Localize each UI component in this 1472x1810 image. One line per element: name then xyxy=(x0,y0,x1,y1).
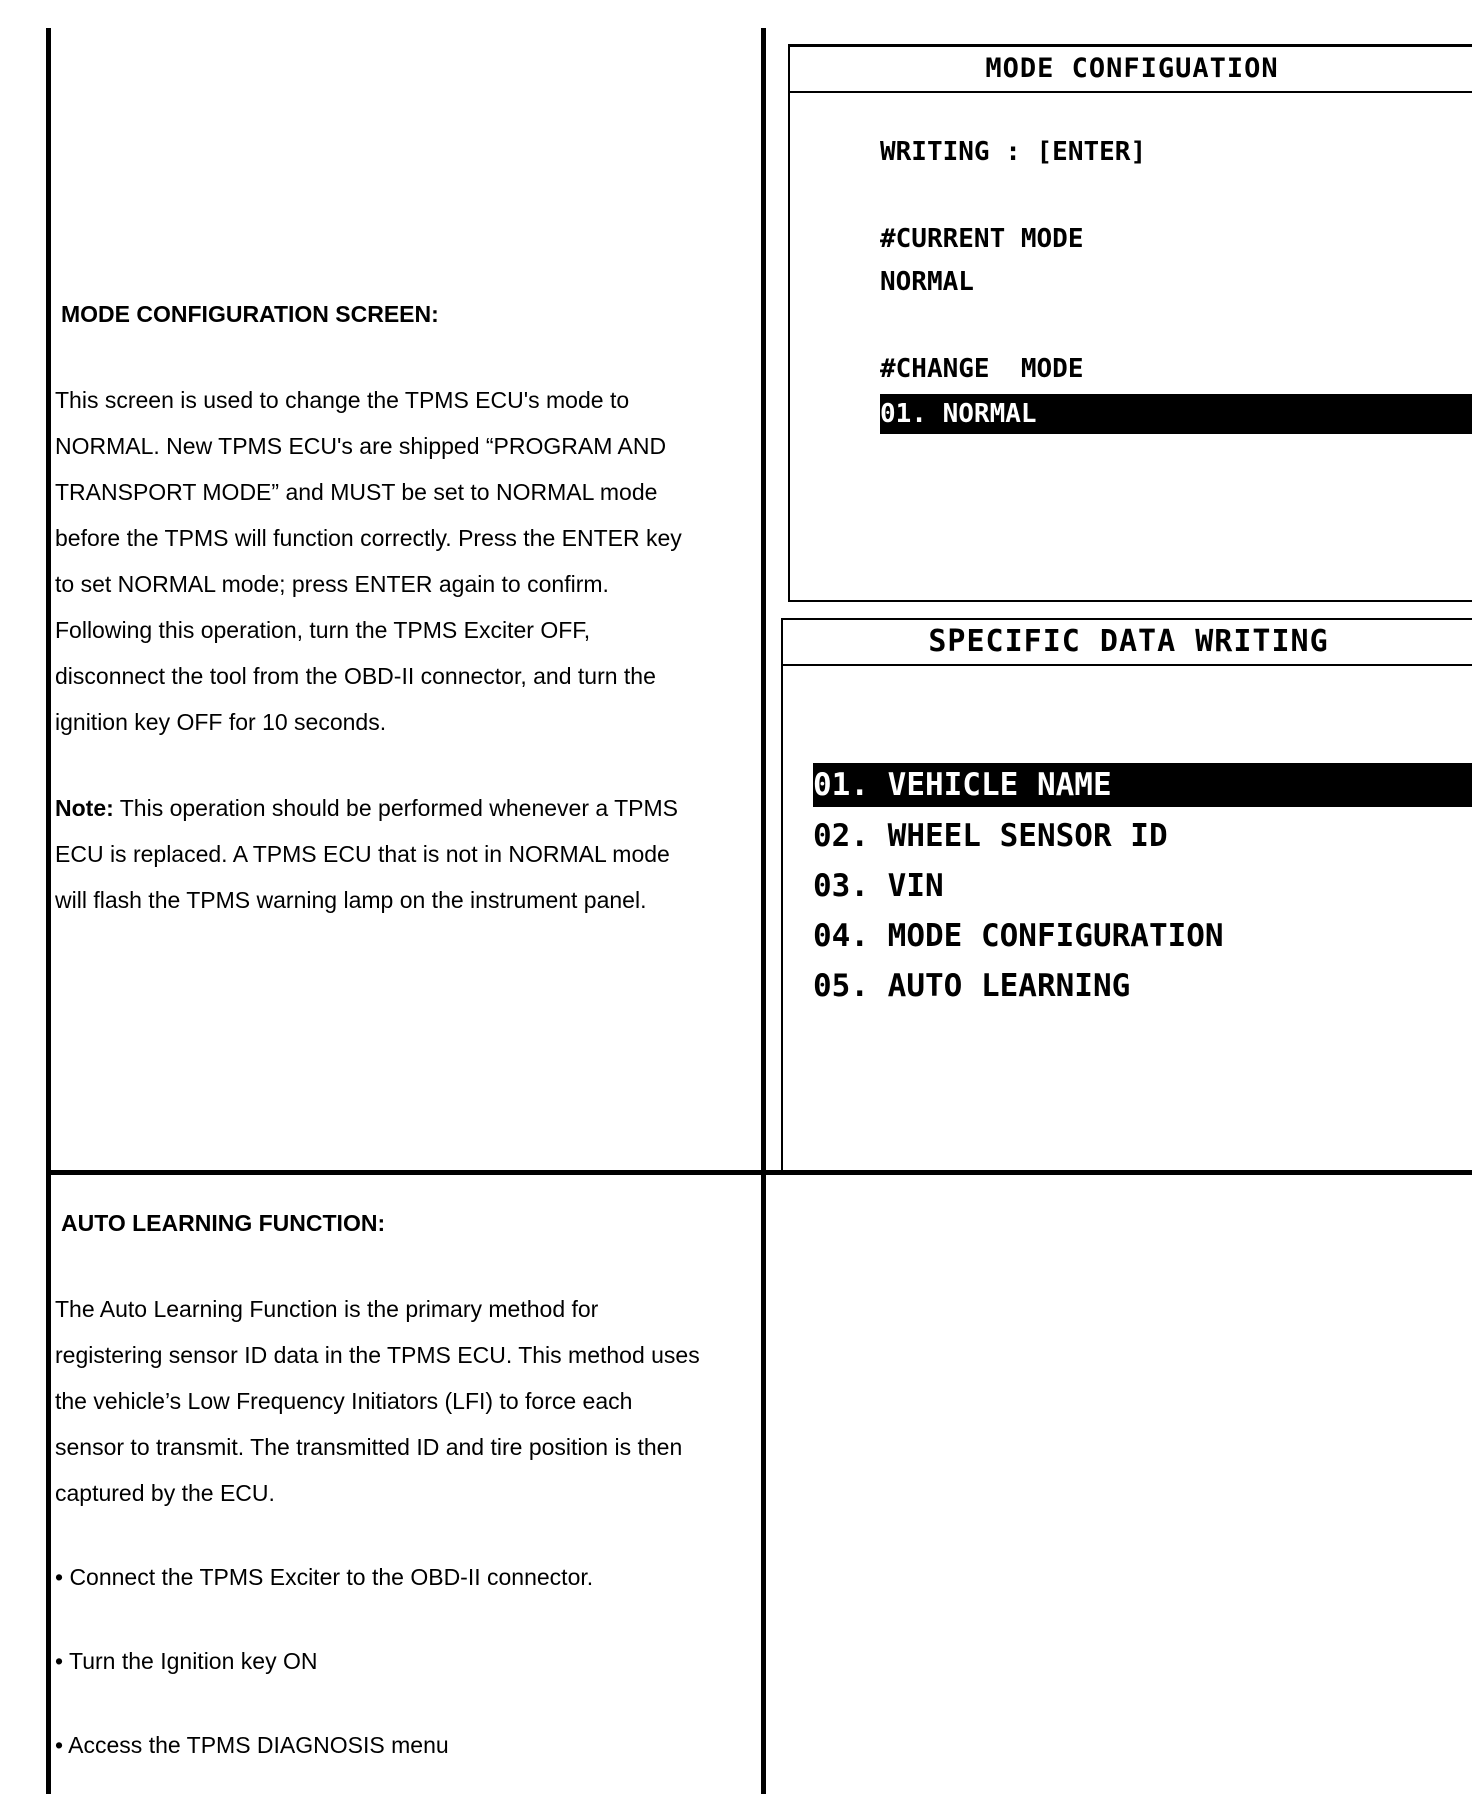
bullet-item: • Connect the TPMS Exciter to the OBD-II connector. xyxy=(55,1564,594,1590)
menu-item-vin[interactable]: 03. VIN xyxy=(813,868,944,904)
note-text: This operation should be performed whenever a TPMS xyxy=(113,795,679,821)
auto-learning-description xyxy=(55,1200,765,1768)
menu-item-mode-configuration[interactable]: 04. MODE CONFIGURATION xyxy=(813,918,1224,954)
note-line xyxy=(55,785,765,831)
bullet-item: • Turn the Ignition key ON xyxy=(55,1648,318,1674)
paragraph-line: ignition key OFF for 10 seconds. xyxy=(55,709,387,735)
specific-data-writing-screen xyxy=(781,618,1472,1174)
paragraph-line: before the TPMS will function correctly. Press the ENTER key xyxy=(55,525,682,551)
paragraph-line: The Auto Learning Function is the primary method for xyxy=(55,1296,599,1322)
paragraph-line: registering sensor ID data in the TPMS ECU. This method uses xyxy=(55,1342,700,1368)
writing-prompt: WRITING : [ENTER] xyxy=(880,137,1147,167)
current-mode-value: NORMAL xyxy=(880,267,974,297)
bullet-item: • Access the TPMS DIAGNOSIS menu xyxy=(55,1732,449,1758)
paragraph-line: the vehicle’s Low Frequency Initiators (LFI) to force each xyxy=(55,1388,633,1414)
paragraph-line: Following this operation, turn the TPMS Exciter OFF, xyxy=(55,617,591,643)
menu-item-auto-learning[interactable]: 05. AUTO LEARNING xyxy=(813,968,1131,1004)
menu-item-vehicle-name[interactable]: 01. VEHICLE NAME xyxy=(813,763,1472,807)
paragraph-line: disconnect the tool from the OBD-II connector, and turn the xyxy=(55,663,656,689)
paragraph-line: TRANSPORT MODE” and MUST be set to NORMAL mode xyxy=(55,479,658,505)
mode-config-screen-title: MODE CONFIGUATION xyxy=(790,47,1472,93)
paragraph-line: captured by the ECU. xyxy=(55,1480,275,1506)
paragraph-line: NORMAL. New TPMS ECU's are shipped “PROGRAM AND xyxy=(55,433,667,459)
left-border xyxy=(46,28,51,1794)
data-writing-screen-title: SPECIFIC DATA WRITING xyxy=(783,620,1472,666)
auto-learning-heading: AUTO LEARNING FUNCTION: xyxy=(61,1210,386,1236)
note-label: Note: xyxy=(55,795,114,821)
current-mode-label: #CURRENT MODE xyxy=(880,224,1084,254)
paragraph-line: sensor to transmit. The transmitted ID and tire position is then xyxy=(55,1434,683,1460)
note-line: will flash the TPMS warning lamp on the instrument panel. xyxy=(55,887,647,913)
mode-config-heading: MODE CONFIGURATION SCREEN: xyxy=(61,301,439,327)
paragraph-line: to set NORMAL mode; press ENTER again to confirm. xyxy=(55,571,609,597)
note-line: ECU is replaced. A TPMS ECU that is not in NORMAL mode xyxy=(55,841,670,867)
paragraph-line: This screen is used to change the TPMS ECU's mode to xyxy=(55,387,630,413)
change-mode-label: #CHANGE MODE xyxy=(880,354,1084,384)
mode-option-normal[interactable]: 01. NORMAL xyxy=(880,394,1472,434)
mode-config-screen xyxy=(788,44,1472,602)
menu-item-wheel-sensor-id[interactable]: 02. WHEEL SENSOR ID xyxy=(813,818,1168,854)
mode-config-description xyxy=(55,291,765,923)
